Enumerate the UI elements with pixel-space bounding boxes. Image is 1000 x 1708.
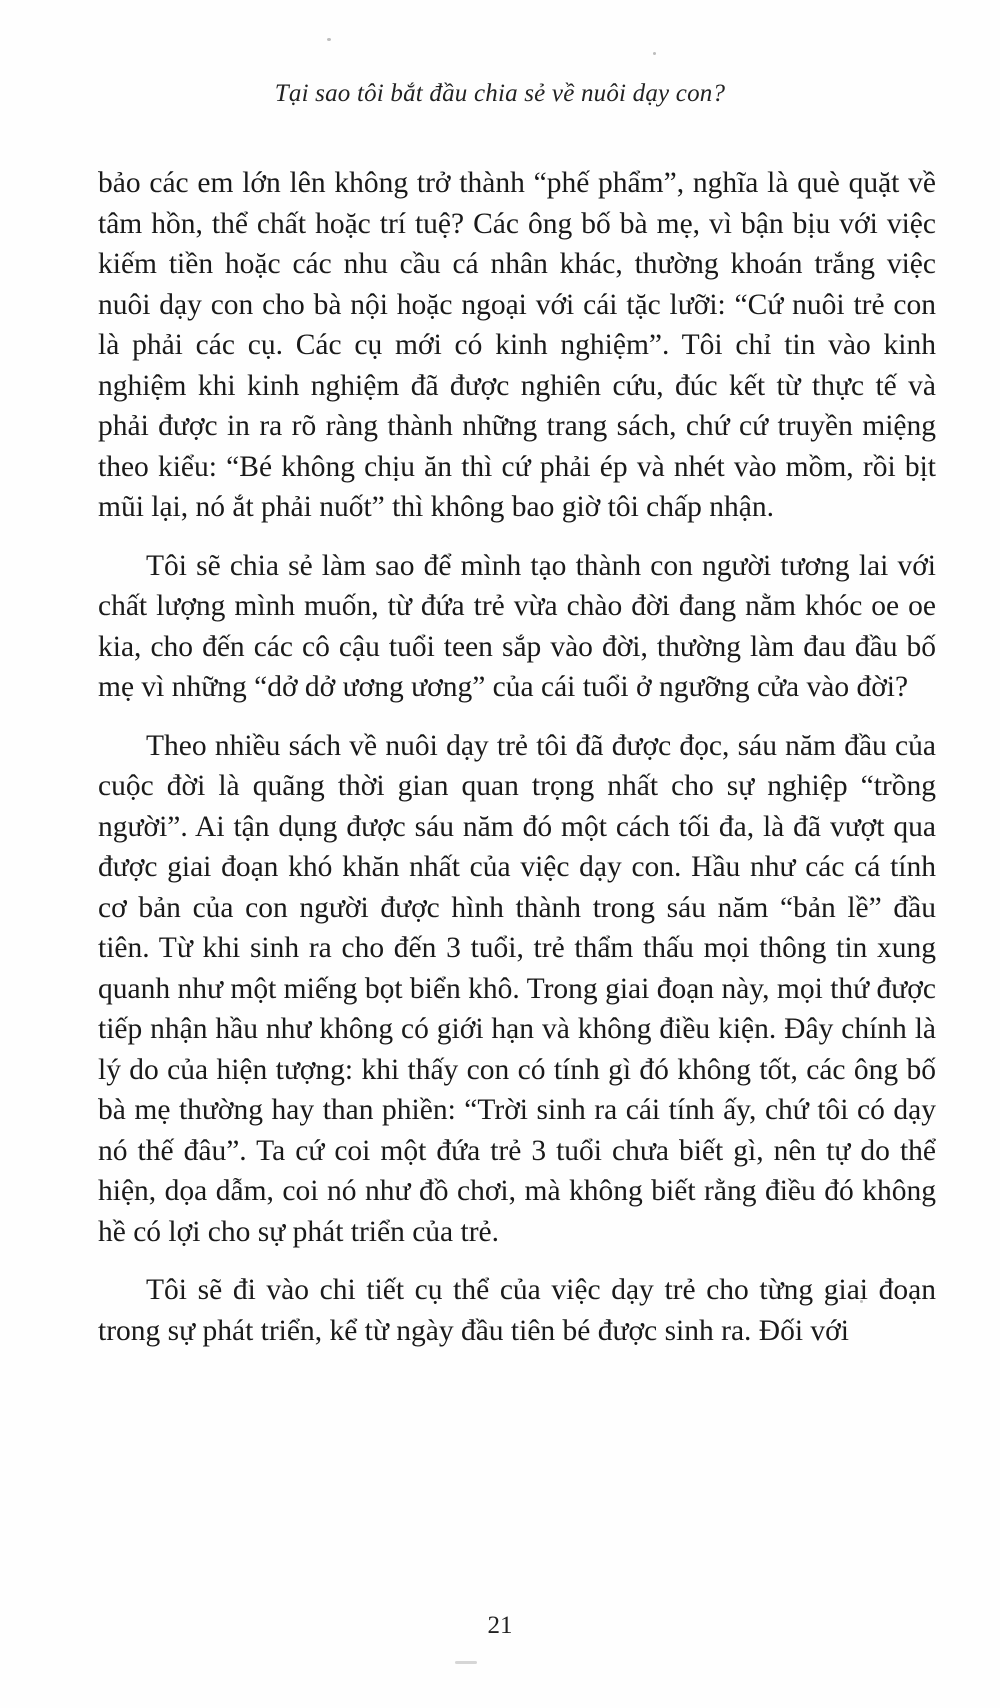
paragraph: Tôi sẽ đi vào chi tiết cụ thể của việc dạy trẻ cho từng giai đoạn trong sự phát triển, kể từ ngày đầu tiên bé được sinh ra. Đối với bbox=[98, 1274, 936, 1347]
page-number: 21 bbox=[487, 1612, 513, 1639]
paragraph: Theo nhiều sách về nuôi dạy trẻ tôi đã được đọc, sáu năm đầu của cuộc đời là quãng thời gian quan trọng nhất cho sự nghiệp “trồng người”. Ai tận dụng được sáu năm đó một cách tối đa, là đã vượt qua được giai đoạn khó khăn nhất của việc dạy con. Hầu như các cá tính cơ bản của con người được hình thành trong sáu năm “bản lề” đầu tiên. Từ khi sinh ra cho đến 3 tuổi, trẻ thẩm thấu mọi thông tin xung quanh như một miếng bọt biển khô. Trong giai đoạn này, mọi thứ được tiếp nhận hầu như không có giới hạn và không điều kiện. Đây chính là lý do của hiện tượng: khi thấy con có tính gì đó không tốt, các ông bố bà mẹ thường hay than phiền: “Trời sinh ra cái tính ấy, chứ tôi có dạy nó thế đâu”. Ta cứ coi một đứa trẻ 3 tuổi chưa biết gì, nên tự do thể hiện, dọa dẫm, coi nó như đồ chơi, mà không biết rằng điều đó không hề có lợi cho sự phát triển của trẻ. bbox=[98, 729, 936, 1248]
running-header-title: Tại sao tôi bắt đầu chia sẻ về nuôi dạy con? bbox=[274, 80, 726, 107]
scan-speck bbox=[327, 38, 331, 41]
body-text bbox=[98, 163, 936, 1369]
scan-speck bbox=[653, 52, 656, 55]
scan-speck bbox=[455, 1661, 477, 1664]
paragraph: Tôi sẽ chia sẻ làm sao để mình tạo thành con người tương lai với chất lượng mình muốn, từ đứa trẻ vừa chào đời đang nằm khóc oe oe kia, cho đến các cô cậu tuổi teen sắp vào đời, thường làm đau đầu bố mẹ vì những “dở dở ương ương” của cái tuổi ở ngưỡng cửa vào đời? bbox=[98, 549, 936, 703]
paragraph: bảo các em lớn lên không trở thành “phế phẩm”, nghĩa là què quặt về tâm hồn, thể chất hoặc trí tuệ? Các ông bố bà mẹ, vì bận bịu với việc kiếm tiền hoặc các nhu cầu cá nhân khác, thường khoán trắng việc nuôi dạy con cho bà nội hoặc ngoại với cái tặc lưỡi: “Cứ nuôi trẻ con là phải các cụ. Các cụ mới có kinh nghiệm”. Tôi chỉ tin vào kinh nghiệm khi kinh nghiệm đã được nghiên cứu, đúc kết từ thực tế và phải được in ra rõ ràng thành những trang sách, chứ cứ truyền miệng theo kiểu: “Bé không chịu ăn thì cứ phải ép và nhét vào mồm, rồi bịt mũi lại, nó ắt phải nuốt” thì không bao giờ tôi chấp nhận. bbox=[98, 167, 936, 523]
